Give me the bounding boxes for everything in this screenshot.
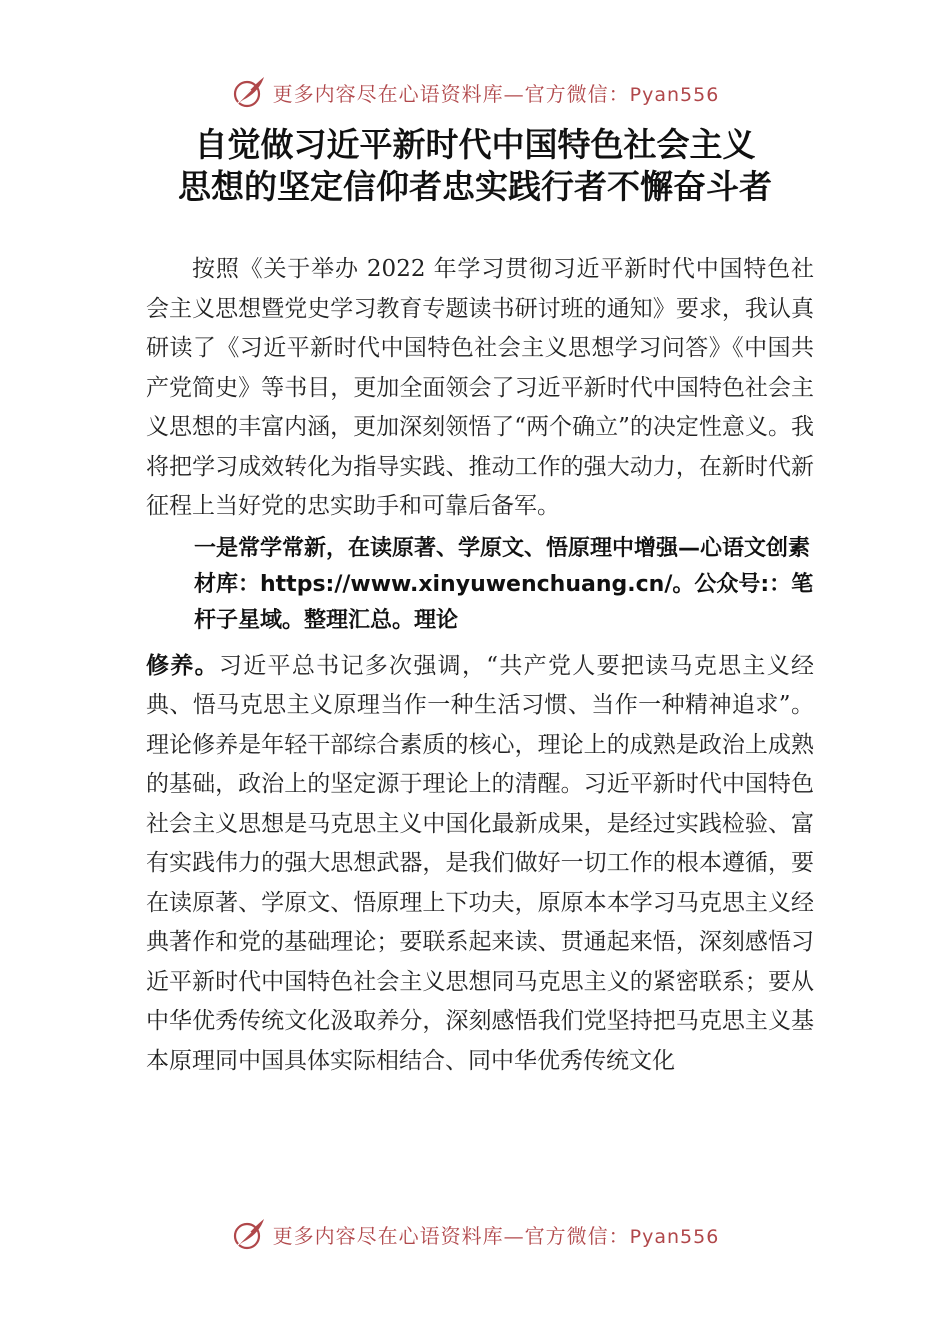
feather-quill-icon [231, 1216, 267, 1252]
section-text: 习近平总书记多次强调，“共产党人要把读马克思主义经典、悟马克思主义原理当作一种生活习惯、当作一种精神追求”。理论修养是年轻干部综合素质的核心，理论上的成熟是政治上成熟的基础，政治上的坚定源于理论上的清醒。习近平新时代中国特色社会主义思想是马克思主义中国化最新成果，是经过实践检验、富有实践伟力的强大思想武器，是我们做好一切工作的根本遵循，要在读原著、学原文、悟原理上下功夫，原原本本学习马克思主义经典著作和党的基础理论；要联系起来读、贯通起来悟，深刻感悟习近平新时代中国特色社会主义思想同马克思主义的紧密联系；要从中华优秀传统文化汲取养分，深刻感悟我们党坚持把马克思主义基本原理同中国具体实际相结合、同中华优秀传统文化 [146, 652, 814, 1074]
title-line-1: 自觉做习近平新时代中国特色社会主义 [194, 125, 756, 164]
page-title [0, 124, 950, 208]
header-banner [0, 72, 950, 112]
feather-quill-icon [231, 74, 267, 110]
document-body [146, 250, 814, 1081]
banner-text: 更多内容尽在心语资料库—官方微信：Pyan556 [272, 81, 720, 106]
section-paragraph [146, 647, 814, 1082]
section-heading: 一是常学常新，在读原著、学原文、悟原理中增强—心语文创素材库：https://www.xinyuwenchuang.cn/。公众号:：笔杆子星域。整理汇总。理论 [194, 535, 814, 633]
footer-banner [0, 1214, 950, 1254]
section-lead: 修养。 [146, 652, 219, 679]
banner-text: 更多内容尽在心语资料库—官方微信：Pyan556 [272, 1223, 720, 1248]
wechat-id: Pyan556 [629, 1225, 720, 1248]
wechat-id: Pyan556 [629, 83, 720, 106]
intro-paragraph: 按照《关于举办 2022 年学习贯彻习近平新时代中国特色社会主义思想暨党史学习教育专题读书研讨班的通知》要求，我认真研读了《习近平新时代中国特色社会主义思想学习问答》《中国共产党简史》等书目，更加全面领会了习近平新时代中国特色社会主义思想的丰富内涵，更加深刻领悟了“两个确立”的决定性意义。我将把学习成效转化为指导实践、推动工作的强大动力，在新时代新征程上当好党的忠实助手和可靠后备军。 [146, 256, 814, 519]
title-line-2: 思想的坚定信仰者忠实践行者不懈奋斗者 [178, 167, 772, 206]
